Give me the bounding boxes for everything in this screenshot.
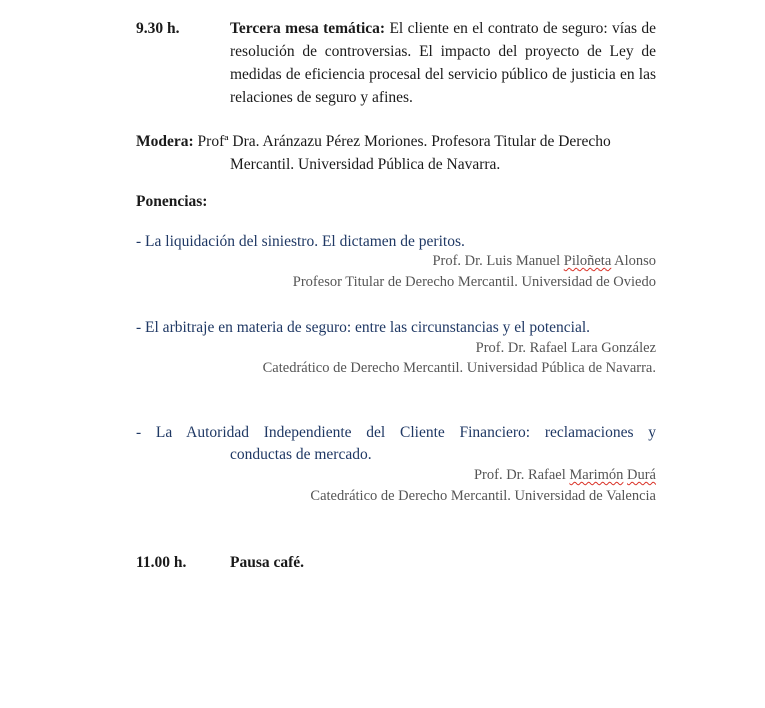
talk-title: - El arbitraje en materia de seguro: entre las circunstancias y el potencial. — [136, 319, 591, 336]
session-description: El cliente en el contrato de seguro: vías de resolución de controversias. El impacto del proyecto de Ley de medidas de eficiencia procesal del servicio público de justicia en las relaciones de seguro y afines. — [230, 20, 656, 106]
session-block — [230, 17, 656, 109]
talk-title-continued: conductas de mercado. — [230, 446, 372, 463]
talk-title: - La liquidación del siniestro. El dictamen de peritos. — [136, 233, 465, 250]
moderator-label: Modera: — [136, 133, 194, 150]
talk-speaker: Prof. Dr. Luis Manuel Piloñeta Alonso — [432, 253, 656, 269]
moderator-name: Profª Dra. Aránzazu Pérez Moriones. Profesora Titular de Derecho — [197, 133, 611, 150]
talk-speaker: Prof. Dr. Rafael Lara González — [475, 340, 656, 356]
spellcheck-flagged-word: Marimón — [569, 467, 624, 483]
spellcheck-flagged-word: Durá — [627, 467, 656, 483]
session-time: 9.30 h. — [136, 20, 180, 37]
talk-affiliation: Catedrático de Derecho Mercantil. Universidad de Valencia — [310, 488, 656, 504]
talk-affiliation: Catedrático de Derecho Mercantil. Universidad Pública de Navarra. — [262, 360, 656, 376]
ponencias-heading: Ponencias: — [136, 193, 208, 210]
break-time: 11.00 h. — [136, 554, 187, 571]
break-label: Pausa café. — [230, 554, 305, 571]
talk-affiliation: Profesor Titular de Derecho Mercantil. Universidad de Oviedo — [292, 274, 656, 290]
talk-title: - La Autoridad Independiente del Cliente Financiero: reclamaciones y — [136, 424, 656, 441]
talk-speaker: Prof. Dr. Rafael Marimón Durá — [473, 467, 656, 483]
session-title: Tercera mesa temática: — [230, 20, 386, 37]
moderator-line — [136, 130, 656, 153]
spellcheck-flagged-word: Piloñeta — [563, 253, 612, 269]
moderator-affiliation: Mercantil. Universidad Pública de Navarra. — [230, 156, 501, 173]
